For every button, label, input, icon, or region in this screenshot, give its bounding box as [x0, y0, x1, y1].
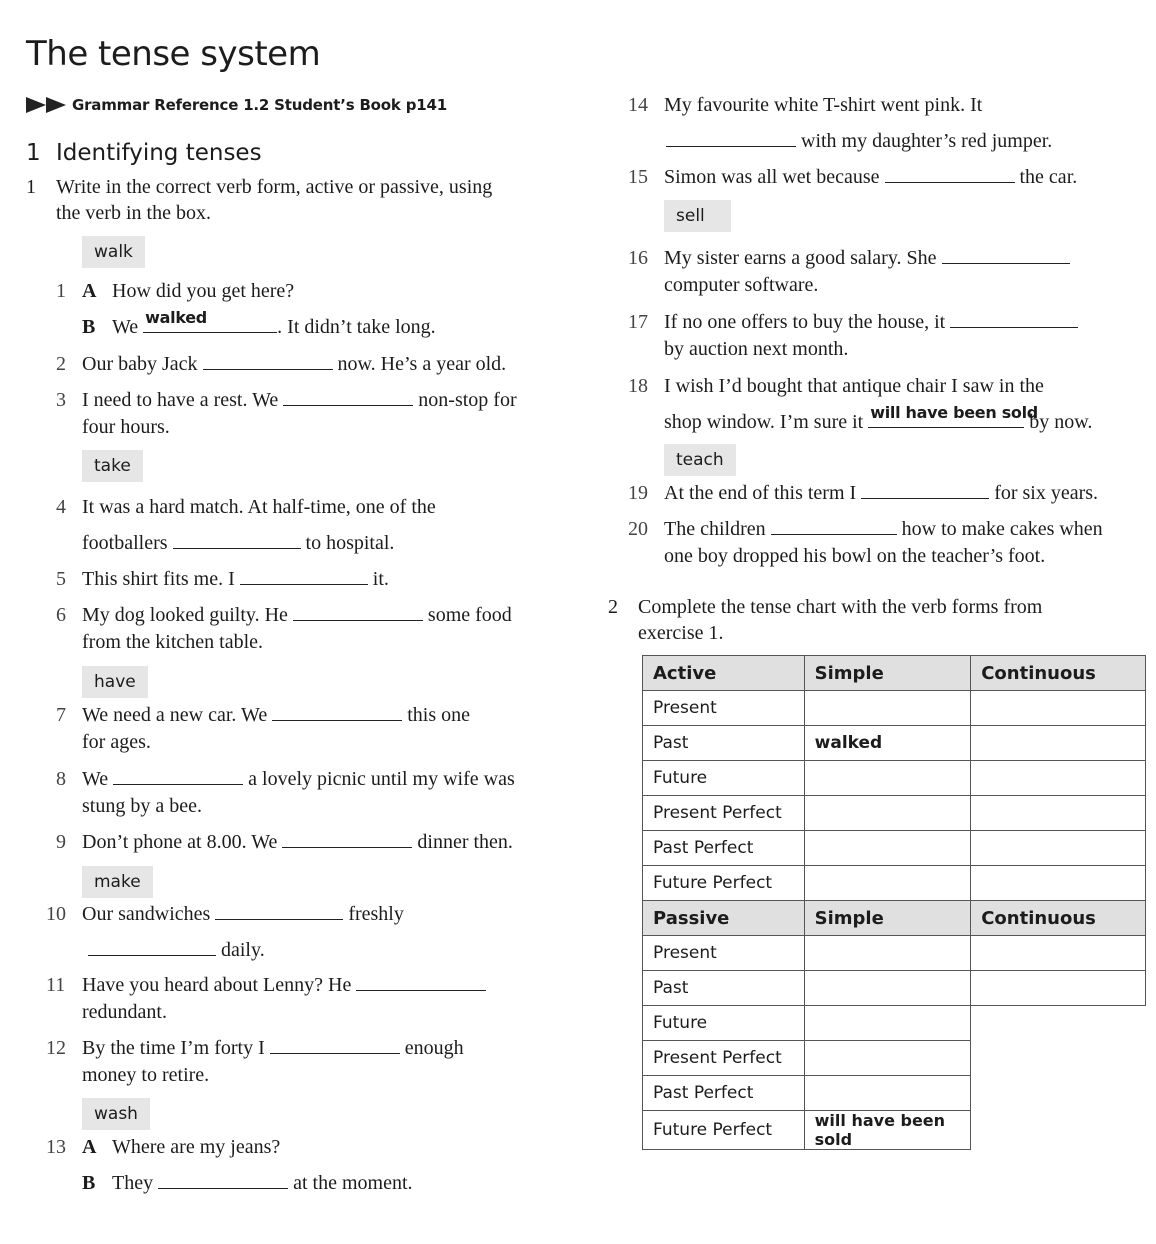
chart-row	[643, 831, 1146, 866]
item-text: for six years.	[994, 482, 1099, 504]
speaker-label: B	[82, 1172, 96, 1194]
answer-blank[interactable]	[158, 1170, 288, 1189]
item-number: 16	[628, 247, 648, 269]
item-text: My dog looked guilty. He	[82, 604, 288, 626]
double-arrow-icon	[26, 97, 68, 113]
exercise-number: 2	[608, 596, 618, 618]
item-line	[82, 351, 506, 377]
item-line	[82, 766, 515, 792]
item-text: This shirt fits me. I	[82, 568, 235, 590]
item-line	[82, 602, 512, 628]
speaker-label: A	[82, 1136, 97, 1158]
item-line	[664, 403, 1093, 435]
tense-label: Past	[643, 971, 805, 1006]
chart-cell[interactable]	[971, 971, 1146, 1006]
item-number: 17	[628, 311, 648, 333]
chart-row	[643, 796, 1146, 831]
item-text: some food	[427, 604, 512, 626]
chart-cell[interactable]	[971, 761, 1146, 796]
tense-label: Past Perfect	[643, 831, 805, 866]
answer-blank[interactable]	[771, 516, 897, 535]
item-text: it.	[372, 568, 389, 590]
answer-blank[interactable]	[283, 387, 413, 406]
chart-header-cell: Passive	[643, 901, 805, 936]
item-line	[82, 530, 394, 556]
item-line	[82, 901, 404, 927]
answer-blank[interactable]	[666, 128, 796, 147]
tense-label: Present	[643, 691, 805, 726]
tense-label: Future	[643, 761, 805, 796]
answer-text: will have been sold	[870, 403, 1038, 422]
chart-header-cell: Simple	[804, 656, 971, 691]
item-text: I wish I’d bought that antique chair I saw in the	[664, 375, 1044, 397]
item-line	[82, 702, 470, 728]
exercise-number: 1	[26, 176, 36, 198]
chart-empty-cell	[971, 1111, 1146, 1150]
item-text: daily.	[221, 939, 265, 961]
item-number: 3	[56, 389, 66, 411]
item-line	[664, 245, 1070, 271]
item-text: enough	[404, 1037, 464, 1059]
chart-cell[interactable]	[804, 796, 971, 831]
item-text: They	[112, 1172, 154, 1194]
answer-blank[interactable]	[113, 766, 243, 785]
verb-box: make	[82, 866, 153, 898]
chart-row	[643, 1041, 1146, 1076]
chart-row	[643, 761, 1146, 796]
item-line	[88, 937, 265, 963]
chart-empty-cell	[971, 1006, 1146, 1041]
chart-cell[interactable]	[804, 761, 971, 796]
chart-empty-cell	[971, 1041, 1146, 1076]
answer-blank[interactable]	[272, 702, 402, 721]
chart-cell[interactable]: walked	[804, 726, 971, 761]
item-text: How did you get here?	[112, 280, 295, 302]
answer-blank[interactable]	[293, 602, 423, 621]
tense-label: Past	[643, 726, 805, 761]
item-number: 20	[628, 518, 648, 540]
item-text: At the end of this term I	[664, 482, 857, 504]
item-line	[82, 972, 486, 998]
item-text: Don’t phone at 8.00. We	[82, 831, 278, 853]
item-number: 19	[628, 482, 648, 504]
item-text: dinner then.	[417, 831, 513, 853]
item-text: Simon was all wet because	[664, 166, 880, 188]
verb-box: have	[82, 666, 148, 698]
item-text: four hours.	[82, 416, 170, 438]
item-text: by auction next month.	[664, 338, 849, 360]
chart-header-cell: Continuous	[971, 901, 1146, 936]
verb-box: take	[82, 450, 143, 482]
item-text: footballers	[82, 532, 168, 554]
exercise-instruction: Complete the tense chart with the verb forms from	[638, 596, 1043, 618]
item-text: Where are my jeans?	[112, 1136, 281, 1158]
item-line	[82, 829, 513, 855]
chart-cell[interactable]	[971, 866, 1146, 901]
answer-blank[interactable]	[215, 901, 343, 920]
item-number: 1	[56, 280, 66, 302]
item-line	[664, 480, 1098, 506]
chart-row	[643, 936, 1146, 971]
chart-header-cell: Simple	[804, 901, 971, 936]
item-number: 6	[56, 604, 66, 626]
answer-blank[interactable]	[173, 530, 301, 549]
item-text: stung by a bee.	[82, 795, 202, 817]
answer-blank[interactable]	[861, 480, 989, 499]
grammar-reference: Grammar Reference 1.2 Student’s Book p141	[72, 96, 447, 114]
answer-blank[interactable]	[203, 351, 333, 370]
section-number: 1	[26, 140, 41, 166]
item-line	[112, 1170, 413, 1196]
speaker-label: A	[82, 280, 97, 302]
item-line	[664, 309, 1078, 335]
item-text: by now.	[1029, 411, 1093, 433]
item-line	[82, 1035, 464, 1061]
verb-box: wash	[82, 1098, 150, 1130]
page-title: The tense system	[26, 34, 321, 74]
item-text: non-stop for	[418, 389, 517, 411]
item-text: Have you heard about Lenny? He	[82, 974, 352, 996]
item-line	[664, 516, 1103, 542]
exercise-instruction: exercise 1.	[638, 622, 724, 644]
tense-label: Future	[643, 1006, 805, 1041]
item-number: 5	[56, 568, 66, 590]
chart-cell[interactable]	[971, 691, 1146, 726]
item-number: 10	[46, 903, 66, 925]
tense-label: Future Perfect	[643, 866, 805, 901]
chart-cell[interactable]	[804, 936, 971, 971]
chart-row	[643, 1006, 1146, 1041]
tense-chart	[642, 655, 1146, 1150]
item-line	[82, 387, 517, 413]
chart-row	[643, 1111, 1146, 1150]
item-number: 9	[56, 831, 66, 853]
chart-cell[interactable]	[971, 831, 1146, 866]
tense-label: Future Perfect	[643, 1111, 805, 1150]
chart-cell[interactable]	[971, 796, 1146, 831]
item-text: redundant.	[82, 1001, 167, 1023]
section-title: Identifying tenses	[56, 140, 262, 166]
item-text: freshly	[348, 903, 404, 925]
item-line	[666, 128, 1052, 154]
item-text: . It didn’t take long.	[277, 316, 436, 338]
item-number: 7	[56, 704, 66, 726]
item-text: a lovely picnic until my wife was	[248, 768, 515, 790]
answer-blank[interactable]	[950, 309, 1078, 328]
chart-row	[643, 726, 1146, 761]
chart-row	[643, 691, 1146, 726]
item-text: this one	[407, 704, 470, 726]
chart-cell[interactable]	[804, 866, 971, 901]
chart-row	[643, 1076, 1146, 1111]
answer-blank[interactable]	[868, 403, 1038, 428]
chart-cell[interactable]	[971, 936, 1146, 971]
chart-cell[interactable]	[804, 1076, 971, 1111]
chart-header-cell: Active	[643, 656, 805, 691]
exercise-instruction: Write in the correct verb form, active or passive, using	[56, 176, 493, 198]
item-text: We	[112, 316, 139, 338]
item-text: My favourite white T-shirt went pink. It	[664, 94, 983, 116]
item-text: one boy dropped his bowl on the teacher’s foot.	[664, 545, 1046, 567]
item-text: to hospital.	[305, 532, 395, 554]
item-line	[664, 164, 1077, 190]
item-text: By the time I’m forty I	[82, 1037, 265, 1059]
answer-blank[interactable]	[282, 829, 412, 848]
answer-blank[interactable]	[270, 1035, 400, 1054]
item-number: 15	[628, 166, 648, 188]
answer-blank[interactable]	[240, 566, 368, 585]
item-text: It was a hard match. At half-time, one of the	[82, 496, 436, 518]
item-text: My sister earns a good salary. She	[664, 247, 937, 269]
item-number: 11	[46, 974, 66, 996]
item-number: 13	[46, 1136, 66, 1158]
chart-cell[interactable]	[804, 831, 971, 866]
verb-box: teach	[664, 444, 736, 476]
chart-row	[643, 971, 1146, 1006]
chart-cell[interactable]	[804, 1006, 971, 1041]
chart-row	[643, 866, 1146, 901]
item-line	[82, 566, 389, 592]
answer-text: walked	[145, 308, 207, 327]
chart-cell[interactable]	[804, 971, 971, 1006]
item-text: shop window. I’m sure it	[664, 411, 864, 433]
verb-box: walk	[82, 236, 145, 268]
chart-cell[interactable]: will have been sold	[804, 1111, 971, 1150]
item-number: 2	[56, 353, 66, 375]
verb-box: sell	[664, 200, 731, 232]
chart-cell[interactable]	[804, 691, 971, 726]
chart-cell[interactable]	[804, 1041, 971, 1076]
tense-label: Past Perfect	[643, 1076, 805, 1111]
item-text: The children	[664, 518, 766, 540]
chart-header-row	[643, 901, 1146, 936]
item-text: computer software.	[664, 274, 819, 296]
answer-blank[interactable]	[356, 972, 486, 991]
exercise-instruction: the verb in the box.	[56, 202, 211, 224]
item-text: Our sandwiches	[82, 903, 211, 925]
item-text: now. He’s a year old.	[337, 353, 507, 375]
item-text: from the kitchen table.	[82, 631, 264, 653]
chart-header-cell: Continuous	[971, 656, 1146, 691]
item-line	[112, 308, 436, 340]
item-text: how to make cakes when	[901, 518, 1103, 540]
tense-label: Present	[643, 936, 805, 971]
item-text: for ages.	[82, 731, 151, 753]
tense-label: Present Perfect	[643, 796, 805, 831]
answer-blank[interactable]	[942, 245, 1070, 264]
item-number: 4	[56, 496, 66, 518]
item-text: I need to have a rest. We	[82, 389, 279, 411]
chart-header-row	[643, 656, 1146, 691]
item-text: We	[82, 768, 109, 790]
item-text: with my daughter’s red jumper.	[801, 130, 1053, 152]
speaker-label: B	[82, 316, 96, 338]
tense-label: Present Perfect	[643, 1041, 805, 1076]
item-text: at the moment.	[293, 1172, 413, 1194]
answer-blank[interactable]	[143, 308, 277, 333]
chart-cell[interactable]	[971, 726, 1146, 761]
item-text: We need a new car. We	[82, 704, 268, 726]
item-text: If no one offers to buy the house, it	[664, 311, 946, 333]
item-number: 8	[56, 768, 66, 790]
answer-blank[interactable]	[88, 937, 216, 956]
item-number: 12	[46, 1037, 66, 1059]
item-text: the car.	[1019, 166, 1078, 188]
item-text: Our baby Jack	[82, 353, 198, 375]
item-number: 18	[628, 375, 648, 397]
item-number: 14	[628, 94, 648, 116]
chart-empty-cell	[971, 1076, 1146, 1111]
item-text: money to retire.	[82, 1064, 210, 1086]
answer-blank[interactable]	[885, 164, 1015, 183]
